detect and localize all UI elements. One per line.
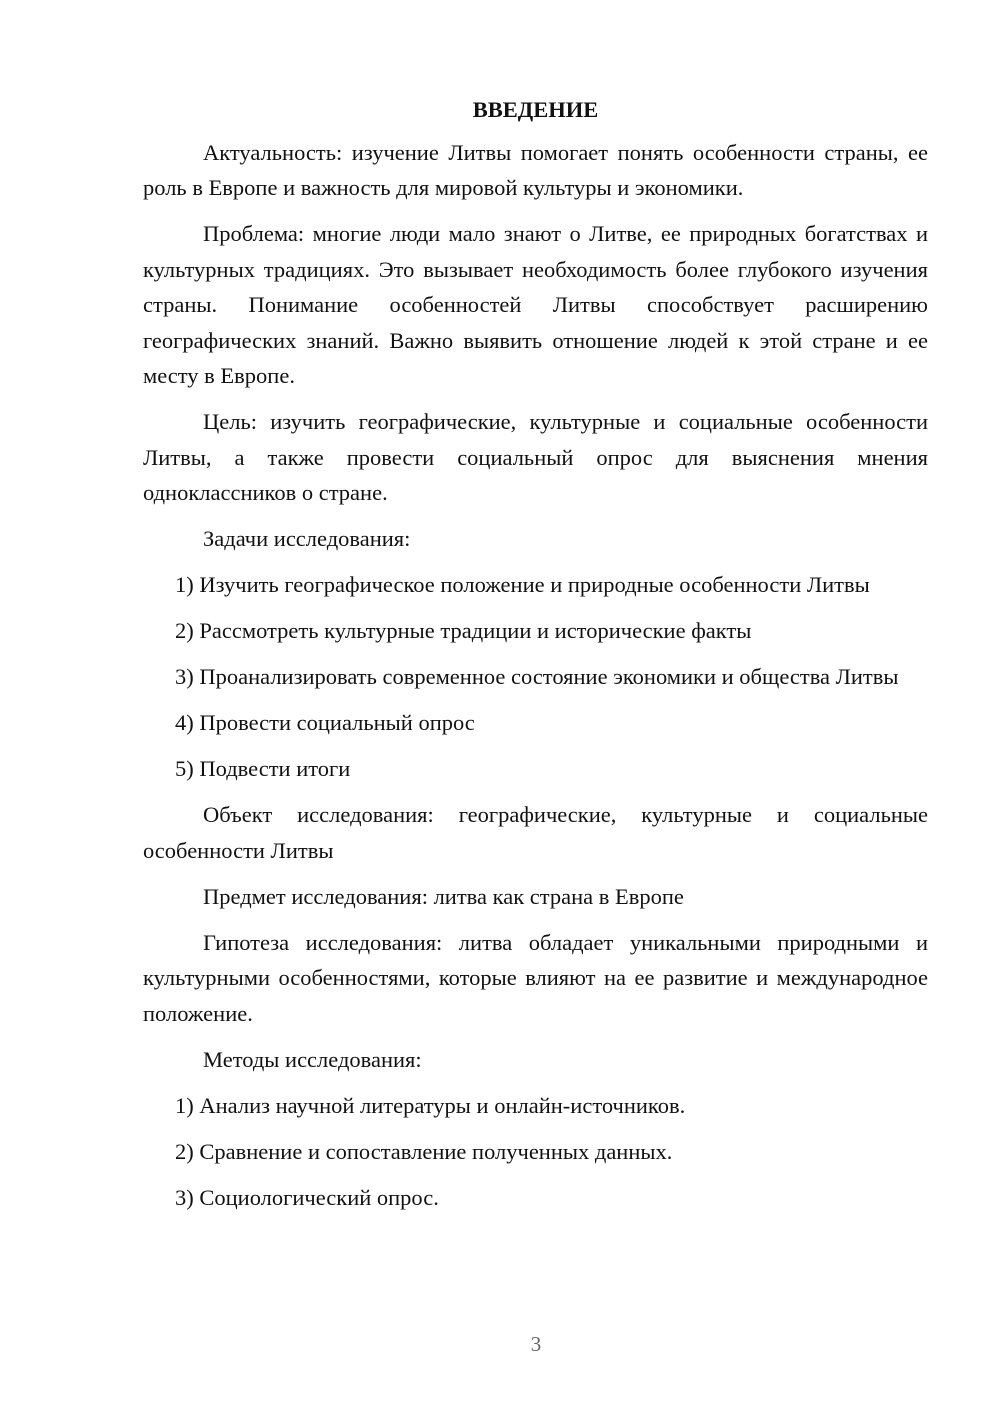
hypothesis-paragraph: Гипотеза исследования: литва обладает уникальными природными и культурными особенностями, которые влияют на ее развитие и международное положение. bbox=[143, 929, 928, 1026]
task-item: 4) Провести социальный опрос bbox=[175, 710, 475, 735]
method-item: 3) Социологический опрос. bbox=[175, 1184, 439, 1210]
task-item: 1) Изучить географическое положение и природные особенности Литвы bbox=[175, 572, 870, 597]
method-item: 1) Анализ научной литературы и онлайн-источников. bbox=[175, 1092, 686, 1118]
relevance-paragraph: Актуальность: изучение Литвы помогает понять особенности страны, ее роль в Европе и важность для мировой культуры и экономики. bbox=[143, 139, 928, 200]
section-heading: ВВЕДЕНИЕ bbox=[472, 97, 599, 122]
subject-paragraph: Предмет исследования: литва как страна в Европе bbox=[203, 883, 684, 909]
methods-heading: Методы исследования: bbox=[203, 1046, 422, 1072]
task-item: 3) Проанализировать современное состояние экономики и общества Литвы bbox=[175, 664, 899, 689]
method-item: 2) Сравнение и сопоставление полученных данных. bbox=[175, 1138, 673, 1164]
page-content bbox=[143, 92, 928, 1226]
task-item: 5) Подвести итоги bbox=[175, 756, 351, 781]
problem-paragraph: Проблема: многие люди мало знают о Литве, ее природных богатствах и культурных традициях. Это вызывает необходимость более глубокого изучения страны. Понимание особенностей Литвы способствует расширению географических знаний. Важно выявить отношение людей к этой стране и ее месту в Европе. bbox=[143, 221, 928, 388]
page-number: 3 bbox=[530, 1332, 542, 1356]
object-paragraph: Объект исследования: географические, культурные и социальные особенности Литвы bbox=[143, 802, 928, 863]
goal-paragraph: Цель: изучить географические, культурные и социальные особенности Литвы, а также провести социальный опрос для выяснения мнения одноклассников о стране. bbox=[143, 409, 928, 505]
tasks-heading: Задачи исследования: bbox=[203, 526, 411, 551]
task-item: 2) Рассмотреть культурные традиции и исторические факты bbox=[175, 618, 752, 643]
